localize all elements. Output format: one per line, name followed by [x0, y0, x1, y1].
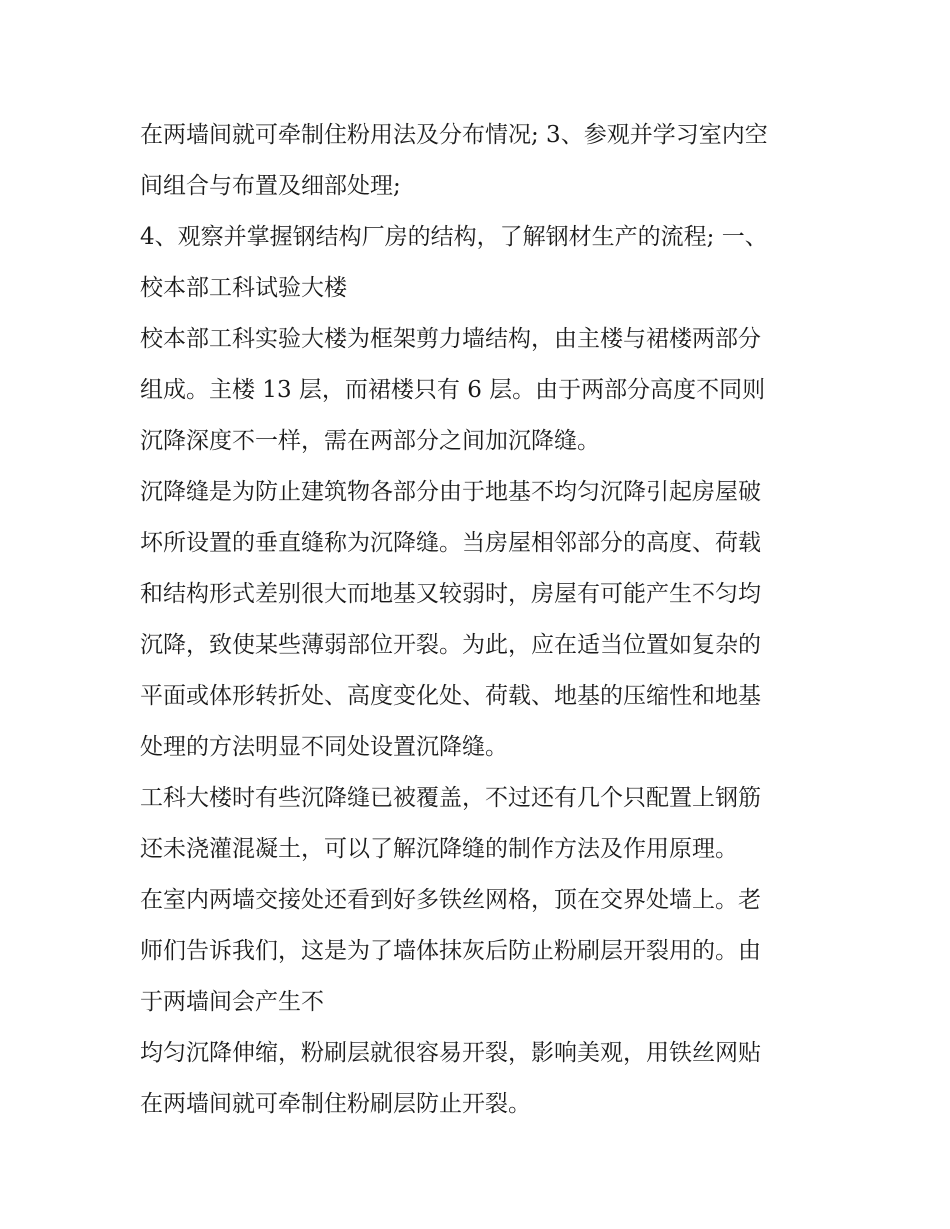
text-line: 沉降，致使某些薄弱部位开裂。为此，应在适当位置如复杂的 [140, 632, 761, 658]
text-line: 还未浇灌混凝土，可以了解沉降缝的制作方法及作用原理。 [140, 836, 738, 862]
document-body [140, 110, 820, 1130]
text-line: 组成。主楼 13 层，而裙楼只有 6 层。由于两部分高度不同则 [140, 377, 766, 403]
text-line: 于两墙间会产生不 [140, 989, 324, 1015]
text-line: 沉降缝是为防止建筑物各部分由于地基不均匀沉降引起房屋破 [140, 479, 761, 505]
text-line: 均匀沉降伸缩，粉刷层就很容易开裂，影响美观，用铁丝网贴 [140, 1040, 761, 1066]
text-line: 工科大楼时有些沉降缝已被覆盖，不过还有几个只配置上钢筋 [140, 785, 761, 811]
text-line: 平面或体形转折处、高度变化处、荷载、地基的压缩性和地基 [140, 683, 761, 709]
text-line: 和结构形式差别很大而地基又较弱时，房屋有可能产生不匀均 [140, 581, 761, 607]
text-line: 4、观察并掌握钢结构厂房的结构，了解钢材生产的流程; 一、 [140, 224, 768, 250]
text-line: 在室内两墙交接处还看到好多铁丝网格，顶在交界处墙上。老 [140, 887, 761, 913]
text-line: 沉降深度不一样，需在两部分之间加沉降缝。 [140, 428, 600, 454]
text-line: 处理的方法明显不同处设置沉降缝。 [140, 734, 508, 760]
text-line: 校本部工科实验大楼为框架剪力墙结构，由主楼与裙楼两部分 [140, 326, 761, 352]
text-line: 校本部工科试验大楼 [140, 275, 347, 301]
text-line: 在两墙间就可牵制住粉刷层防止开裂。 [140, 1091, 531, 1117]
text-line: 坏所设置的垂直缝称为沉降缝。当房屋相邻部分的高度、荷载 [140, 530, 761, 556]
text-line: 在两墙间就可牵制住粉用法及分布情况; 3、参观并学习室内空 [140, 122, 768, 148]
text-line: 间组合与布置及细部处理; [140, 173, 401, 199]
text-line: 师们告诉我们，这是为了墙体抹灰后防止粉刷层开裂用的。由 [140, 938, 761, 964]
